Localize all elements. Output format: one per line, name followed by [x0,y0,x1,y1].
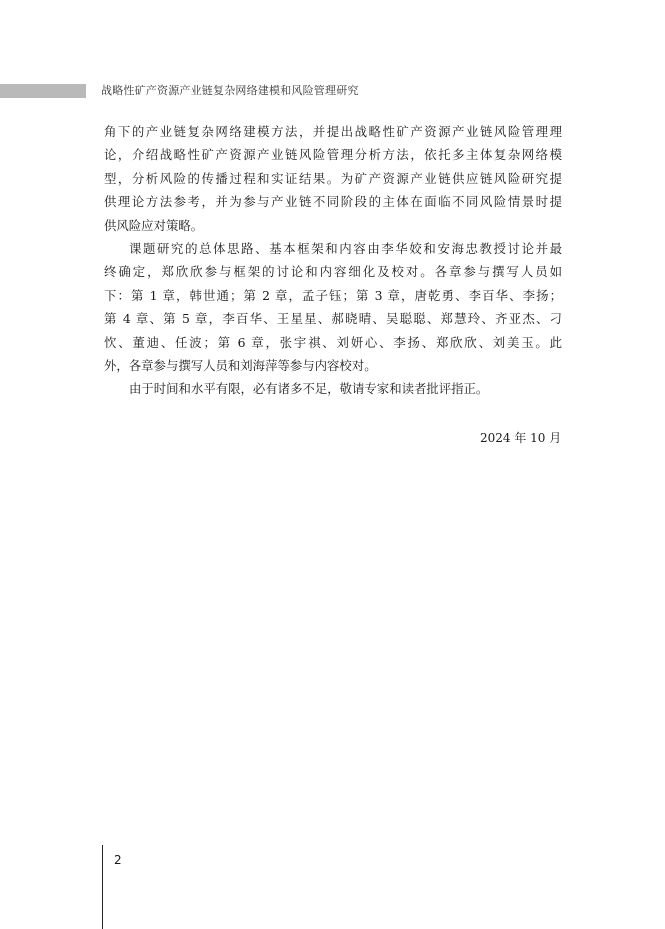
page-number: 2 [114,853,122,867]
preface-date: 2024 年 10 月 [480,431,562,445]
text-line: 第 4 章、第 5 章，李百华、王星星、郝晓晴、吴聪聪、郑慧玲、齐亚杰、刁 [104,311,562,327]
text-line: 型，分析风险的传播过程和实证结果。为矿产资源产业链供应链风险研究提 [104,170,562,186]
text-line: 角下的产业链复杂网络建模方法，并提出战略性矿产资源产业链风险管理理 [104,124,562,139]
text-line: 外，各章参与撰写人员和刘海萍等参与内容校对。 [104,357,377,373]
text-line: 由于时间和水平有限，必有诸多不足，敬请专家和读者批评指正。 [129,381,489,397]
text-line: 忺、董迪、任波；第 6 章，张宇祺、刘妍心、李扬、郑欣欣、刘美玉。此 [104,334,562,350]
running-head-title: 战略性矿产资源产业链复杂网络建模和风险管理研究 [101,84,359,97]
footer-rule [102,845,103,929]
header-decor-bar [0,84,86,98]
text-line: 下：第 1 章，韩世通；第 2 章，孟子钰；第 3 章，唐乾勇、李百华、李扬； [104,287,562,303]
text-line: 论，介绍战略性矿产资源产业链风险管理分析方法，依托多主体复杂网络模 [104,147,562,163]
text-line: 供风险应对策略。 [104,217,204,233]
text-line: 供理论方法参考，并为参与产业链不同阶段的主体在面临不同风险情景时提 [104,194,562,210]
body-text [104,120,562,401]
text-line: 课题研究的总体思路、基本框架和内容由李华姣和安海忠教授讨论并最 [129,240,562,256]
text-line: 终确定，郑欣欣参与框架的讨论和内容细化及校对。各章参与撰写人员如 [104,264,562,280]
